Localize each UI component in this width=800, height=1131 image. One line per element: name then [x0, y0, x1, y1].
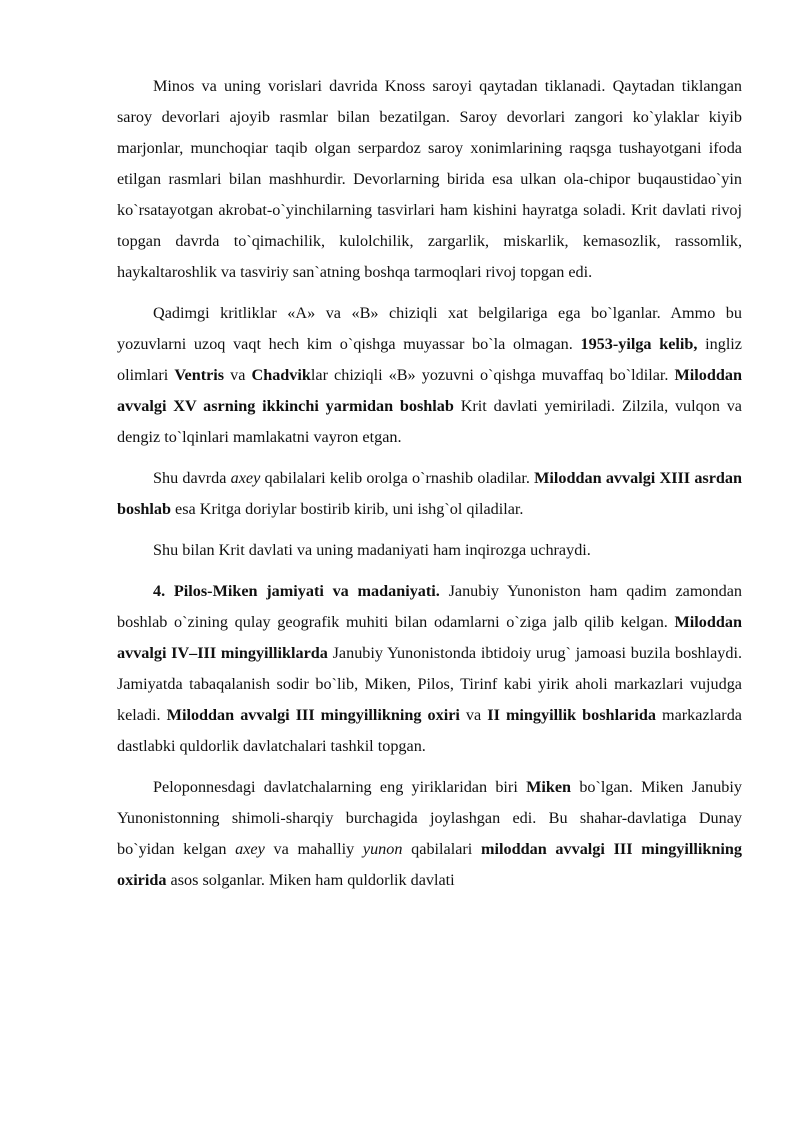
- text-run: va mahalliy: [264, 840, 363, 858]
- text-run: Minos va uning vorislari davrida Knoss saroyi qaytadan tiklanadi. Qaytadan tiklangan saroy devorlari ajoyib rasmlar bilan bezatilgan. Saroy devorlari zangori ko`ylaklar kiyib marjonlar, munchoqiar taqib olgan serpardoz saroy xonimlarining raqsga tushayotgani ifoda etilgan rasmlari bilan mashhurdir. Devorlarning birida esa ulkan ola-chipor buqaustidao`yin ko`rsatayotgan akrobat-o`yinchilarning tasvirlari ham kishini hayratga soladi. Krit davlati rivoj topgan davrda to`qimachilik, kulolchilik, zargarlik, miskarlik, kemasozlik, rassomlik, haykaltaroshlik va tasviriy san`atning boshqa tarmoqlari rivoj topgan edi.: [117, 77, 742, 281]
- italic-text: yunon: [362, 840, 403, 858]
- document-body: [117, 71, 742, 896]
- text-run: Janubiy Yunoniston ham qadim zamondan boshlab o`zining qulay geografik muhiti bilan odamlarni o`ziga jalb qilib kelgan.: [117, 582, 742, 631]
- text-run: ingliz olimlari: [117, 335, 742, 384]
- bold-text: Miloddan avvalgi XV asrning ikkinchi yarmidan boshlab: [117, 366, 743, 415]
- text-run: asos solganlar. Miken ham quldorlik davlati: [166, 871, 455, 889]
- bold-text: Miken: [526, 778, 572, 796]
- text-run: Peloponnesdagi davlatchalarning eng yiriklaridan biri: [153, 778, 527, 796]
- bold-text: miloddan avvalgi III mingyillikning oxirida: [117, 840, 742, 889]
- paragraph: [117, 298, 742, 453]
- text-run: esa Kritga doriylar bostirib kirib, uni ishg`ol qiladilar.: [171, 500, 524, 518]
- bold-text: Miloddan avvalgi IV–III mingyilliklarda: [117, 613, 742, 662]
- bold-text: Chadvik: [251, 366, 311, 384]
- text-run: Krit davlati yemiriladi. Zilzila, vulqon va dengiz to`lqinlari mamlakatni vayron etgan.: [117, 397, 742, 446]
- bold-text: Miloddan avvalgi III mingyillikning oxiri: [166, 706, 460, 724]
- text-run: lar chiziqli «B» yozuvni o`qishga muvaffaq bo`ldilar.: [310, 366, 675, 384]
- bold-text: 1953-yilga kelib,: [580, 335, 698, 353]
- bold-text: 4. Pilos-Miken jamiyati va madaniyati.: [153, 582, 440, 600]
- text-run: qabilalari kelib orolga o`rnashib oladilar.: [260, 469, 535, 487]
- bold-text: Ventris: [174, 366, 225, 384]
- text-run: Janubiy Yunonistonda ibtidoiy urug` jamoasi buzila boshlaydi. Jamiyatda tabaqalanish sodir bo`lib, Miken, Pilos, Tirinf kabi yirik aholi markazlari vujudga keladi.: [117, 644, 742, 724]
- bold-text: Miloddan avvalgi XIII asrdan boshlab: [117, 469, 742, 518]
- text-run: qabilalari: [402, 840, 482, 858]
- bold-text: II mingyillik boshlarida: [487, 706, 656, 724]
- italic-text: axey: [230, 469, 261, 487]
- text-run: va: [224, 366, 252, 384]
- text-run: va: [459, 706, 488, 724]
- paragraph: [117, 71, 742, 288]
- text-run: Qadimgi kritliklar «A» va «B» chiziqli xat belgilariga ega bo`lganlar. Ammo bu yozuvlarni uzoq vaqt hech kim o`qishga muyassar bo`la olmagan.: [117, 304, 742, 353]
- text-run: Shu davrda: [153, 469, 231, 487]
- paragraph: [117, 463, 742, 525]
- text-run: Shu bilan Krit davlati va uning madaniyati ham inqirozga uchraydi.: [153, 541, 591, 559]
- text-run: markazlarda dastlabki quldorlik davlatchalari tashkil topgan.: [117, 706, 742, 755]
- paragraph: [117, 576, 742, 762]
- italic-text: axey: [235, 840, 265, 858]
- text-run: bo`lgan. Miken Janubiy Yunonistonning shimoli-sharqiy burchagida joylashgan edi. Bu shahar-davlatiga Dunay bo`yidan kelgan: [117, 778, 742, 858]
- paragraph: [117, 535, 742, 566]
- paragraph: [117, 772, 742, 896]
